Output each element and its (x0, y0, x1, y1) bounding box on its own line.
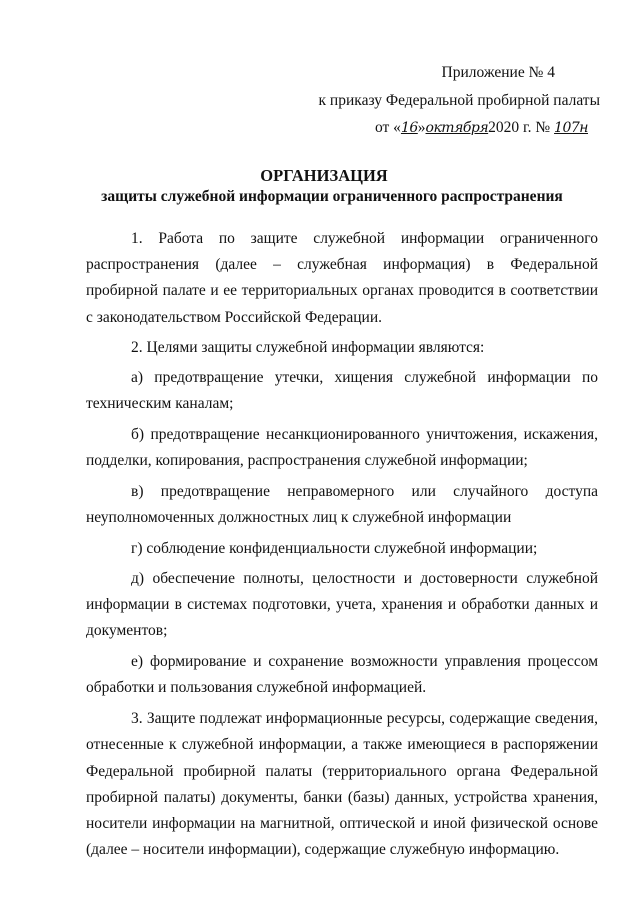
paragraph-2d: г) соблюдение конфиденциальности служебной информации; (131, 540, 538, 558)
date-year: 2020 г. № (488, 119, 551, 136)
order-date-number (375, 118, 588, 138)
date-prefix: от « (374, 119, 401, 136)
paragraph-2e: д) обеспечение полноты, целостности и достоверности служебной информации в системах подготовки, учета, хранения и обработки данных и документов; (86, 570, 598, 640)
document-body (86, 226, 598, 868)
document-subtitle: защиты служебной информации ограниченного распространения (101, 188, 563, 205)
paragraph-2: 2. Целями защиты служебной информации являются: (131, 339, 485, 357)
handwritten-order-number: 107н (554, 120, 588, 136)
paragraph-2c: в) предотвращение неправомерного или случайного доступа неуполномоченных должностных лиц к служебной информации (86, 483, 598, 527)
handwritten-month: октября (425, 120, 489, 136)
paragraph-2b: б) предотвращение несанкционированного уничтожения, искажения, подделки, копирования, распространения служебной информации; (86, 426, 598, 470)
document-title: ОРГАНИЗАЦИЯ (260, 166, 388, 185)
date-quote: » (417, 119, 426, 136)
appendix-number: Приложение № 4 (441, 64, 555, 81)
paragraph-2a: а) предотвращение утечки, хищения служебной информации по техническим каналам; (86, 369, 598, 413)
order-reference: к приказу Федеральной пробирной палаты (318, 92, 600, 109)
paragraph-2f: е) формирование и сохранение возможности управления процессом обработки и пользования служебной информацией. (86, 653, 598, 697)
paragraph-1: 1. Работа по защите служебной информации ограниченного распространения (далее – служебная информация) в Федеральной пробирной палате и ее территориальных органах проводится в соответствии с законодательством Российской Федерации. (86, 230, 598, 326)
paragraph-3: 3. Защите подлежат информационные ресурсы, содержащие сведения, отнесенные к служебной информации, а также имеющиеся в распоряжении Федеральной пробирной палаты (территориального органа Федеральной пробирной палаты) документы, банки (базы) данных, устройства хранения, носители информации на магнитной, оптической и иной физической основе (далее – носители информации), содержащие служебную информацию. (86, 710, 598, 859)
handwritten-day: 16 (400, 120, 418, 136)
